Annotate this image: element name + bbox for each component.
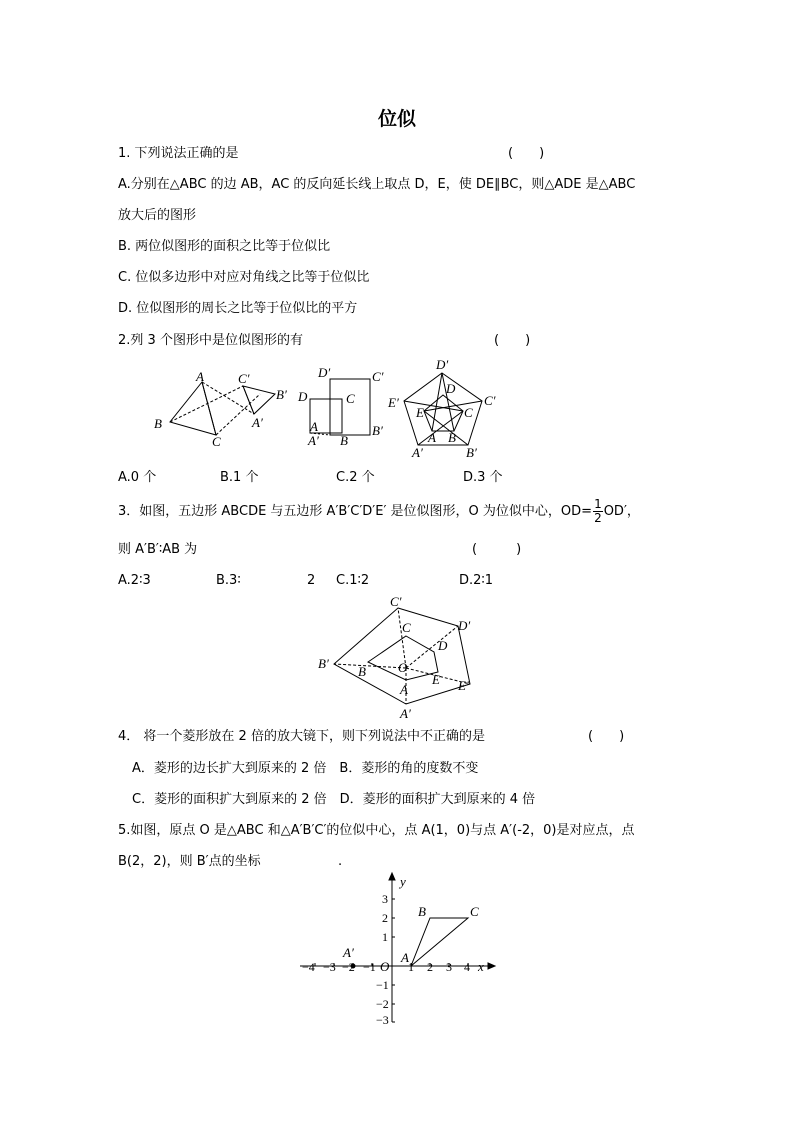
- q5-y-axis-label: y: [400, 874, 406, 889]
- q2-f3-label-E: E: [416, 405, 424, 420]
- q5-coordinate-plane: [290, 872, 510, 1027]
- q2-f1-label-B: B: [154, 416, 162, 431]
- q5-y-tick-3: 3: [382, 892, 388, 906]
- q1-option-c: C. 位似多边形中对应对角线之比等于位似比: [118, 270, 370, 285]
- q5-y-tick-1: 1: [382, 930, 388, 944]
- q3-label-O: O: [398, 660, 408, 675]
- q5-label-Ap: A′: [343, 945, 354, 960]
- q2-answer-bracket: ( ): [494, 333, 531, 348]
- q3-fraction: [593, 498, 603, 525]
- q2-f1-label-Ap: A′: [252, 415, 263, 430]
- q5-label-B: B: [418, 904, 426, 919]
- q2-f3-label-C: C: [464, 405, 473, 420]
- q3-label-A: A: [400, 682, 408, 697]
- q3-figure: [310, 592, 500, 722]
- q3-answer-bracket: ( ): [472, 542, 522, 557]
- q2-f3-label-D: D: [446, 381, 456, 396]
- q5-x-tick-2: 2: [427, 960, 433, 974]
- q3-label-C: C: [402, 620, 411, 635]
- q3-option-b-value: 2: [307, 573, 316, 588]
- q2-f2-label-Bp: B′: [372, 423, 383, 438]
- q1-option-a-line1: A.分别在△ABC 的边 AB，AC 的反向延长线上取点 D，E，使 DE∥BC，则△ADE 是△ABC: [118, 177, 636, 192]
- q5-y-tick-neg2: −2: [376, 997, 389, 1011]
- q4-answer-bracket: ( ): [588, 729, 625, 744]
- q2-f2-label-Ap: A′: [308, 433, 319, 448]
- q1-answer-bracket: ( ): [508, 146, 545, 161]
- q2-f2-label-C: C: [346, 391, 355, 406]
- q5-origin-label: O: [380, 959, 390, 974]
- q3-label-Dp: D′: [458, 618, 471, 633]
- q5-x-tick-4: 4: [464, 960, 470, 974]
- q2-f2-label-D: D: [298, 389, 308, 404]
- q5-y-tick-neg3: −3: [376, 1013, 389, 1027]
- q2-f1-label-Bp: B′: [276, 387, 287, 402]
- q2-f1-label-A: A: [196, 369, 204, 384]
- q5-label-C: C: [470, 904, 479, 919]
- q3-option-a: A.2∶3: [118, 573, 151, 588]
- q2-option-c: C.2 个: [336, 470, 375, 485]
- q2-f3-label-A: A: [428, 430, 436, 445]
- q2-f3-label-Ep: E′: [388, 395, 399, 410]
- q2-f1-label-Cp: C′: [238, 371, 250, 386]
- q2-f1-label-C: C: [212, 434, 221, 449]
- q5-x-axis-label: x: [478, 959, 484, 974]
- q2-option-b: B.1 个: [220, 470, 259, 485]
- q5-answer-blank-end: .: [338, 854, 343, 869]
- q3-option-d: D.2∶1: [459, 573, 494, 588]
- q3-option-c: C.1∶2: [336, 573, 370, 588]
- q5-label-A: A: [401, 950, 409, 965]
- q2-option-a: A.0 个: [118, 470, 157, 485]
- q3-stem-text: 3．如图，五边形 ABCDE 与五边形 A′B′C′D′E′ 是位似图形，O 为位似中心，OD=: [118, 504, 593, 519]
- q2-f2-label-Cp: C′: [372, 369, 384, 384]
- q2-f3-label-Dp: D′: [436, 357, 449, 372]
- q3-label-Ap: A′: [400, 706, 411, 721]
- q2-f3-label-Ap: A′: [412, 445, 423, 460]
- q4-options-cd: C．菱形的面积扩大到原来的 2 倍 D．菱形的面积扩大到原来的 4 倍: [132, 792, 536, 807]
- q5-x-tick-neg1: −1: [363, 960, 376, 974]
- q2-figure-2: [310, 379, 370, 435]
- q2-option-d: D.3 个: [463, 470, 503, 485]
- q3-label-Ep: E′: [458, 678, 469, 693]
- q3-label-Cp: C′: [390, 594, 402, 609]
- q2-stem: 2.列 3 个图形中是位似图形的有: [118, 333, 303, 348]
- q1-option-b: B. 两位似图形的面积之比等于位似比: [118, 239, 331, 254]
- q3-label-B: B: [358, 664, 366, 679]
- q3-stem-end: OD′，: [603, 504, 640, 519]
- q3-option-b: B.3∶: [216, 573, 241, 588]
- q2-f2-label-A: A: [310, 419, 318, 434]
- q3-line2: 则 A′B′∶AB 为: [118, 542, 198, 557]
- q5-x-tick-neg2: −2: [342, 960, 355, 974]
- q2-f3-label-B: B: [448, 430, 456, 445]
- q4-stem: 4． 将一个菱形放在 2 倍的放大镜下，则下列说法中不正确的是: [118, 729, 485, 744]
- q2-f3-label-Bp: B′: [466, 445, 477, 460]
- q2-f3-label-Cp: C′: [484, 393, 496, 408]
- q5-x-tick-1: 1: [408, 960, 414, 974]
- q3-label-Bp: B′: [318, 656, 329, 671]
- q3-fraction-denominator: 2: [594, 511, 602, 525]
- q4-options-ab: A．菱形的边长扩大到原来的 2 倍 B．菱形的角的度数不变: [132, 761, 479, 776]
- q1-stem: 1. 下列说法正确的是: [118, 146, 239, 161]
- page-title: 位似: [377, 108, 416, 130]
- q5-line2: B(2，2)，则 B′点的坐标: [118, 854, 261, 869]
- q3-label-E: E: [432, 672, 440, 687]
- q5-y-tick-2: 2: [382, 911, 388, 925]
- q1-option-d: D. 位似图形的周长之比等于位似比的平方: [118, 301, 358, 316]
- q2-f2-label-Dp: D′: [318, 365, 331, 380]
- q3-label-D: D: [438, 638, 448, 653]
- q2-f2-label-B: B: [340, 433, 348, 448]
- q3-fraction-numerator: 1: [594, 497, 602, 511]
- q5-y-tick-neg1: −1: [376, 978, 389, 992]
- q5-x-tick-neg4: −4: [302, 960, 315, 974]
- q5-line1: 5.如图，原点 O 是△ABC 和△A′B′C′的位似中心，点 A(1，0)与点 A′(-2，0)是对应点，点: [118, 823, 635, 838]
- q1-option-a-line2: 放大后的图形: [118, 208, 197, 223]
- q5-x-tick-3: 3: [446, 960, 452, 974]
- q3-stem: [118, 496, 640, 528]
- q2-figures: [150, 355, 550, 465]
- q5-x-tick-neg3: −3: [323, 960, 336, 974]
